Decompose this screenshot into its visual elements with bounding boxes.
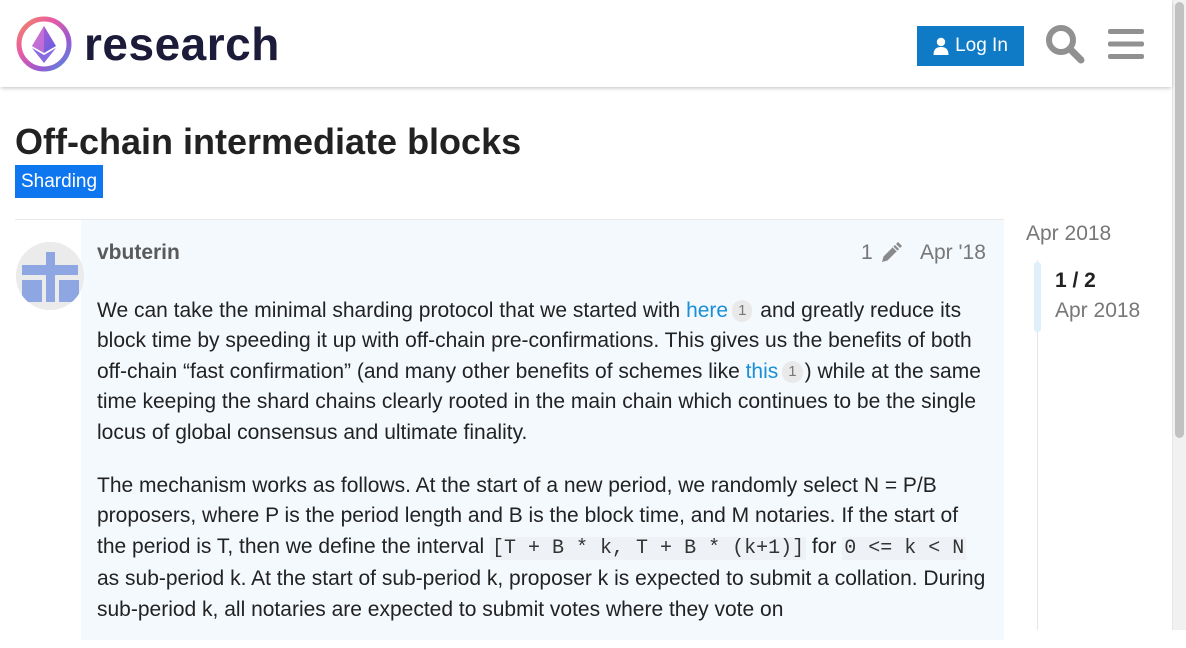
link-this[interactable]: this (745, 359, 779, 383)
avatar-identicon (16, 242, 84, 310)
post-text: ) while at the same time keeping the shard chains clearly rooted in the main chain which continues to be the single locus of global consensus and ultimate finality. (97, 359, 981, 444)
menu-button[interactable] (1104, 22, 1148, 66)
edit-count: 1 (861, 241, 873, 264)
post-text: and greatly reduce its block time by speeding it up with off-chain pre-confirmations. This gives us the benefits of both off-chain “fast confirmation” (and many other benefits of schemes like (97, 299, 972, 383)
topic-title[interactable]: Off-chain intermediate blocks (15, 121, 522, 162)
timeline-start-date[interactable]: Apr 2018 (1026, 222, 1112, 245)
timeline-scroller-handle[interactable] (1034, 262, 1041, 332)
hamburger-icon (1107, 28, 1145, 60)
post-text: The mechanism works as follows. At the start of a new period, we randomly select N = P/B proposers, where P is the period length and B is the block time, and M notaries. If the start of the period is T, then we define the interval (97, 474, 959, 558)
search-button[interactable] (1043, 22, 1087, 66)
scrollbar-thumb[interactable] (1175, 2, 1184, 438)
page-scrollbar[interactable] (1172, 0, 1186, 630)
link-click-count: 1 (782, 361, 802, 383)
post-content (97, 296, 990, 648)
post-paragraph-2 (97, 471, 990, 625)
timeline-date: Apr 2018 (1055, 299, 1141, 322)
post-username[interactable]: vbuterin (97, 241, 180, 264)
avatar[interactable] (16, 242, 84, 310)
inline-code: [T + B * k, T + B * (k+1)] (492, 536, 805, 560)
site-name: research (84, 18, 280, 70)
inline-code: 0 <= k < N (844, 536, 965, 560)
login-label: Log In (955, 35, 1008, 56)
site-logo[interactable] (16, 16, 280, 72)
user-icon (933, 37, 949, 55)
post-text: for (806, 534, 843, 558)
category-badge[interactable]: Sharding (15, 165, 103, 198)
site-header (0, 0, 1172, 87)
login-button[interactable] (917, 26, 1024, 66)
search-icon (1045, 24, 1085, 64)
post-text: as sub-period k. At the start of sub-period k, proposer k is expected to submit a collation. During sub-period k, all notaries are expected to submit votes where they vote on (97, 567, 986, 621)
ethereum-research-logo-icon (16, 16, 72, 72)
link-click-count: 1 (732, 300, 752, 322)
post-text: We can take the minimal sharding protocol that we started with (97, 299, 687, 322)
post-date[interactable]: Apr '18 (920, 241, 986, 264)
timeline-position: 1 / 2 (1055, 269, 1096, 292)
edit-history-button[interactable] (861, 240, 903, 266)
link-here[interactable]: here (686, 299, 729, 322)
post-paragraph-1 (97, 296, 990, 448)
pencil-icon (879, 241, 903, 265)
